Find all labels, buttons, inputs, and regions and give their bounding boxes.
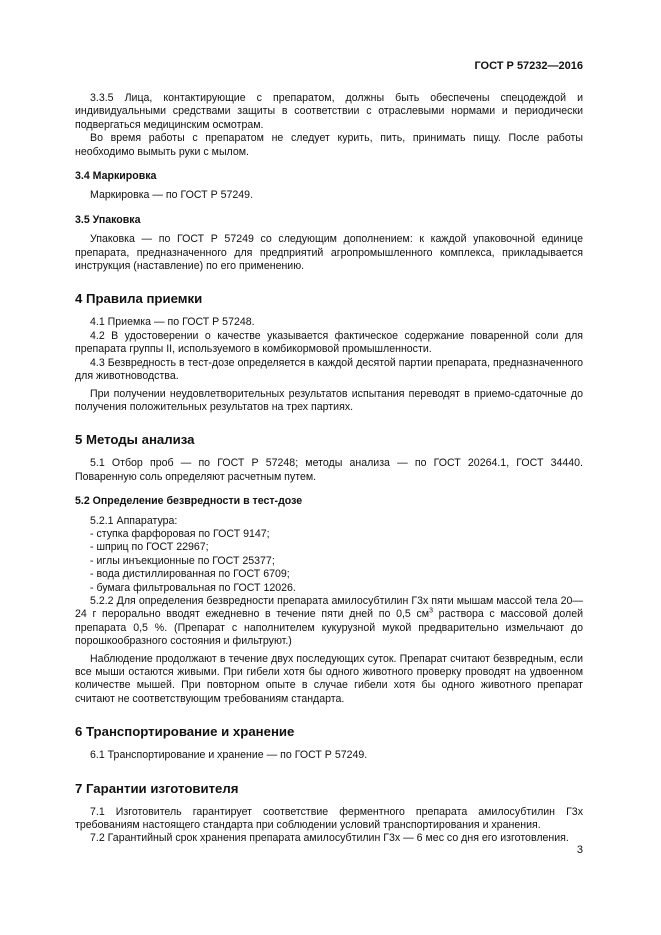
- subsection-title-5-2: 5.2 Определение безвредности в тест-дозе: [75, 495, 303, 508]
- paragraph-3-4: Маркировка — по ГОСТ Р 57249.: [90, 189, 254, 202]
- paragraph-6-1: 6.1 Транспортирование и хранение — по ГОСТ Р 57249.: [90, 749, 368, 762]
- page-number: 3: [576, 844, 583, 856]
- list-item: - шприц по ГОСТ 22967;: [90, 541, 209, 554]
- superscript-3: 3: [429, 607, 433, 615]
- paragraph-4-2: 4.2 В удостоверении о качестве указывается фактическое содержание поваренной соли для препарата группы II, используемого в комбикормовой промышленности.: [75, 329, 583, 356]
- document-body: [75, 92, 583, 846]
- subsection-title-3-5: 3.5 Упаковка: [75, 213, 141, 226]
- paragraph-4-1: 4.1 Приемка — по ГОСТ Р 57248.: [90, 316, 255, 329]
- document-code: ГОСТ Р 57232—2016: [474, 60, 583, 72]
- list-item: - вода дистиллированная по ГОСТ 6709;: [90, 568, 290, 581]
- paragraph-3-3-5-cont: Во время работы с препаратом не следует курить, пить, принимать пищу. После работы необходимо вымыть руки с мылом.: [75, 132, 583, 158]
- paragraph-7-2: 7.2 Гарантийный срок хранения препарата амилосубтилин Г3х — 6 мес со дня его изготовления.: [90, 832, 569, 845]
- section-title-5: 5 Методы анализа: [75, 432, 195, 448]
- paragraph-5-2-2-cont: Наблюдение продолжают в течение двух последующих суток. Препарат считают безвредным, если все мыши остаются живыми. При гибели хотя бы одного животного проверку проводят на удвоенном количестве мышей. При повторном опыте в случае гибели хотя бы одного животного препарат считают не соответствующим требованиям стандарта.: [75, 652, 583, 705]
- paragraph-5-2-1: 5.2.1 Аппаратура:: [90, 514, 178, 527]
- section-title-4: 4 Правила приемки: [75, 291, 203, 307]
- list-item: - иглы инъекционные по ГОСТ 25377;: [90, 554, 275, 567]
- paragraph-5-2-2-part-a: 5.2.2 Для определения безвредности препарата амилосубтилин Г3х пяти мышам массой тела 20—24 г перорально вводят ежедневно в течение пяти дней по 0,5 см: [75, 594, 583, 621]
- paragraph-3-3-5: 3.3.5 Лица, контактирующие с препаратом, должны быть обеспечены спецодеждой и индивидуальными средствами защиты в соответствии с отраслевыми нормами и периодически подвергаться медицинским осмотрам.: [75, 92, 583, 131]
- list-item: - бумага фильтровальная по ГОСТ 12026.: [90, 581, 296, 594]
- paragraph-5-1: 5.1 Отбор проб — по ГОСТ Р 57248; методы анализа — по ГОСТ 20264.1, ГОСТ 34440. Поваренную соль определяют расчетным путем.: [75, 457, 583, 483]
- section-title-7: 7 Гарантии изготовителя: [75, 780, 239, 796]
- paragraph-3-5: Упаковка — по ГОСТ Р 57249 со следующим дополнением: к каждой упаковочной единице препарата, предназначенного для предприятий агропромышленного комплекса, прикладывается инструкция (наставление) по его применению.: [75, 233, 583, 273]
- subsection-title-3-4: 3.4 Маркировка: [75, 170, 157, 183]
- list-item: - ступка фарфоровая по ГОСТ 9147;: [90, 527, 270, 540]
- paragraph-5-2-2-part-b: раствора с массовой долей препарата 0,5 %. (Препарат с наполнителем кукурузной мукой предварительно измельчают до порошкообразного состояния и фильтруют.): [75, 608, 584, 648]
- paragraph-5-2-2: [75, 595, 583, 649]
- section-title-6: 6 Транспортирование и хранение: [75, 724, 295, 740]
- paragraph-7-1: 7.1 Изготовитель гарантирует соответствие ферментного препарата амилосубтилин Г3х требованиям настоящего стандарта при соблюдении условий транспортирования и хранения.: [75, 805, 583, 832]
- paragraph-4-3-cont: При получении неудовлетворительных результатов испытания переводят в приемо-сдаточные до получения положительных результатов на трех партиях.: [75, 387, 583, 413]
- paragraph-4-3: 4.3 Безвредность в тест-дозе определяется в каждой десятой партии препарата, предназначенного для животноводства.: [75, 356, 583, 383]
